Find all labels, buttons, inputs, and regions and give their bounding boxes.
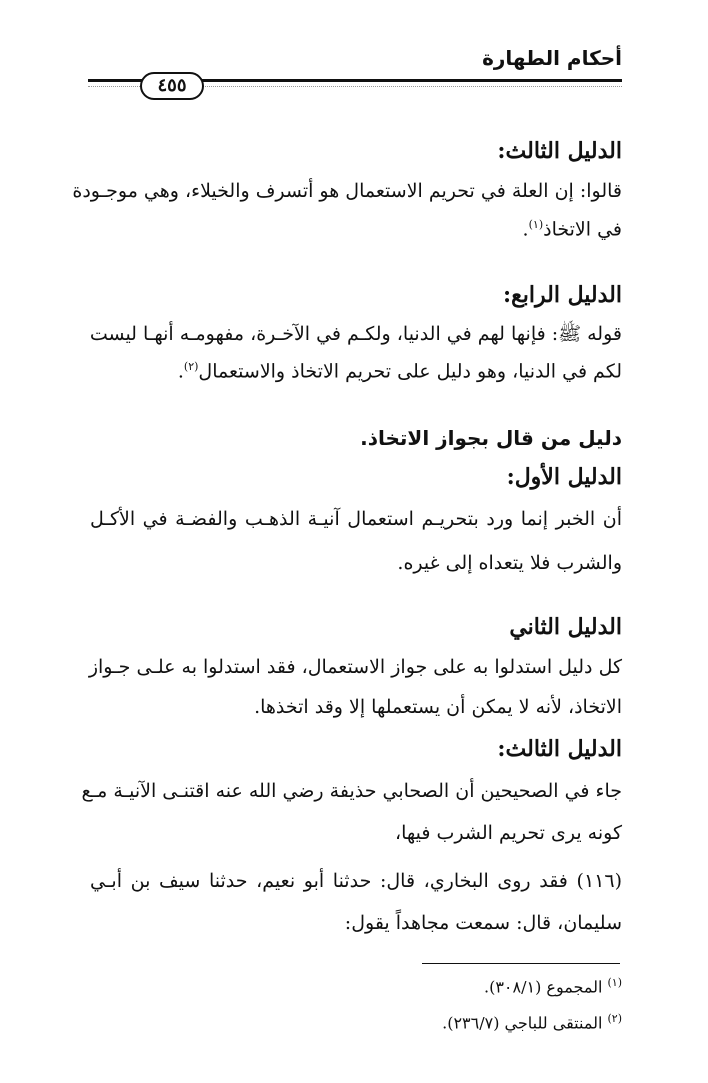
section-heading-third-proof-2: الدليل الثالث:: [497, 736, 622, 762]
text-run: .: [522, 218, 529, 241]
page-number: ٤٥٥: [140, 72, 204, 100]
footnote-1: [484, 976, 622, 996]
footnote-2: [442, 1012, 622, 1032]
section-heading-permission-proofs: دليل من قال بجواز الاتخاذ.: [360, 426, 622, 450]
section-heading-first-proof: الدليل الأول:: [506, 464, 622, 490]
paragraph-line: الاتخاذ، لأنه لا يمكن أن يستعملها إلا وقد اتخذها.: [254, 696, 622, 718]
text-run: لكم في الدنيا، وهو دليل على تحريم الاتخاذ والاستعمال: [198, 360, 622, 383]
footnote-number: (٢): [607, 1012, 622, 1025]
section-heading-fourth-proof: الدليل الرابع:: [502, 282, 622, 308]
paragraph-line: (١١٦) فقد روى البخاري، قال: حدثنا أبو نعيم، حدثنا سيف بن أبـي: [90, 870, 622, 892]
footnote-ref: (١): [528, 218, 544, 231]
footnote-text: المجموع (٣٠٨/١).: [484, 977, 603, 997]
paragraph-line: كونه يرى تحريم الشرب فيها،: [395, 822, 622, 844]
paragraph-line: والشرب فلا يتعداه إلى غيره.: [397, 552, 622, 574]
text-run: .: [177, 360, 184, 383]
section-heading-second-proof: الدليل الثاني: [509, 614, 622, 640]
paragraph-line: سليمان، قال: سمعت مجاهداً يقول:: [344, 912, 622, 934]
paragraph-line: قالوا: إن العلة في تحريم الاستعمال هو أتسرف والخيلاء، وهي موجـودة: [72, 180, 622, 202]
footnote-rule: [422, 963, 620, 964]
paragraph-line: [178, 360, 622, 382]
footnote-ref: (٢): [183, 360, 199, 373]
paragraph-line: [523, 218, 622, 240]
section-heading-third-proof: الدليل الثالث:: [497, 138, 622, 164]
running-header-title: أحكام الطهارة: [482, 46, 622, 70]
paragraph-line: كل دليل استدلوا به على جواز الاستعمال، فقد استدلوا به علـى جـواز: [88, 656, 622, 678]
paragraph-line: جاء في الصحيحين أن الصحابي حذيفة رضي الله عنه اقتنـى الآنيـة مـع: [81, 780, 622, 802]
paragraph-line: قوله ﷺ: فإنها لهم في الدنيا، ولكـم في الآخـرة، مفهومـه أنهـا ليست: [89, 323, 622, 345]
footnote-text: المنتقى للباجي (٢٣٦/٧).: [442, 1013, 603, 1033]
paragraph-line: أن الخبر إنما ورد بتحريـم استعمال آنيـة الذهـب والفضـة في الأكـل: [90, 508, 622, 530]
text-run: في الاتخاذ: [543, 218, 622, 241]
footnote-number: (١): [607, 976, 622, 989]
